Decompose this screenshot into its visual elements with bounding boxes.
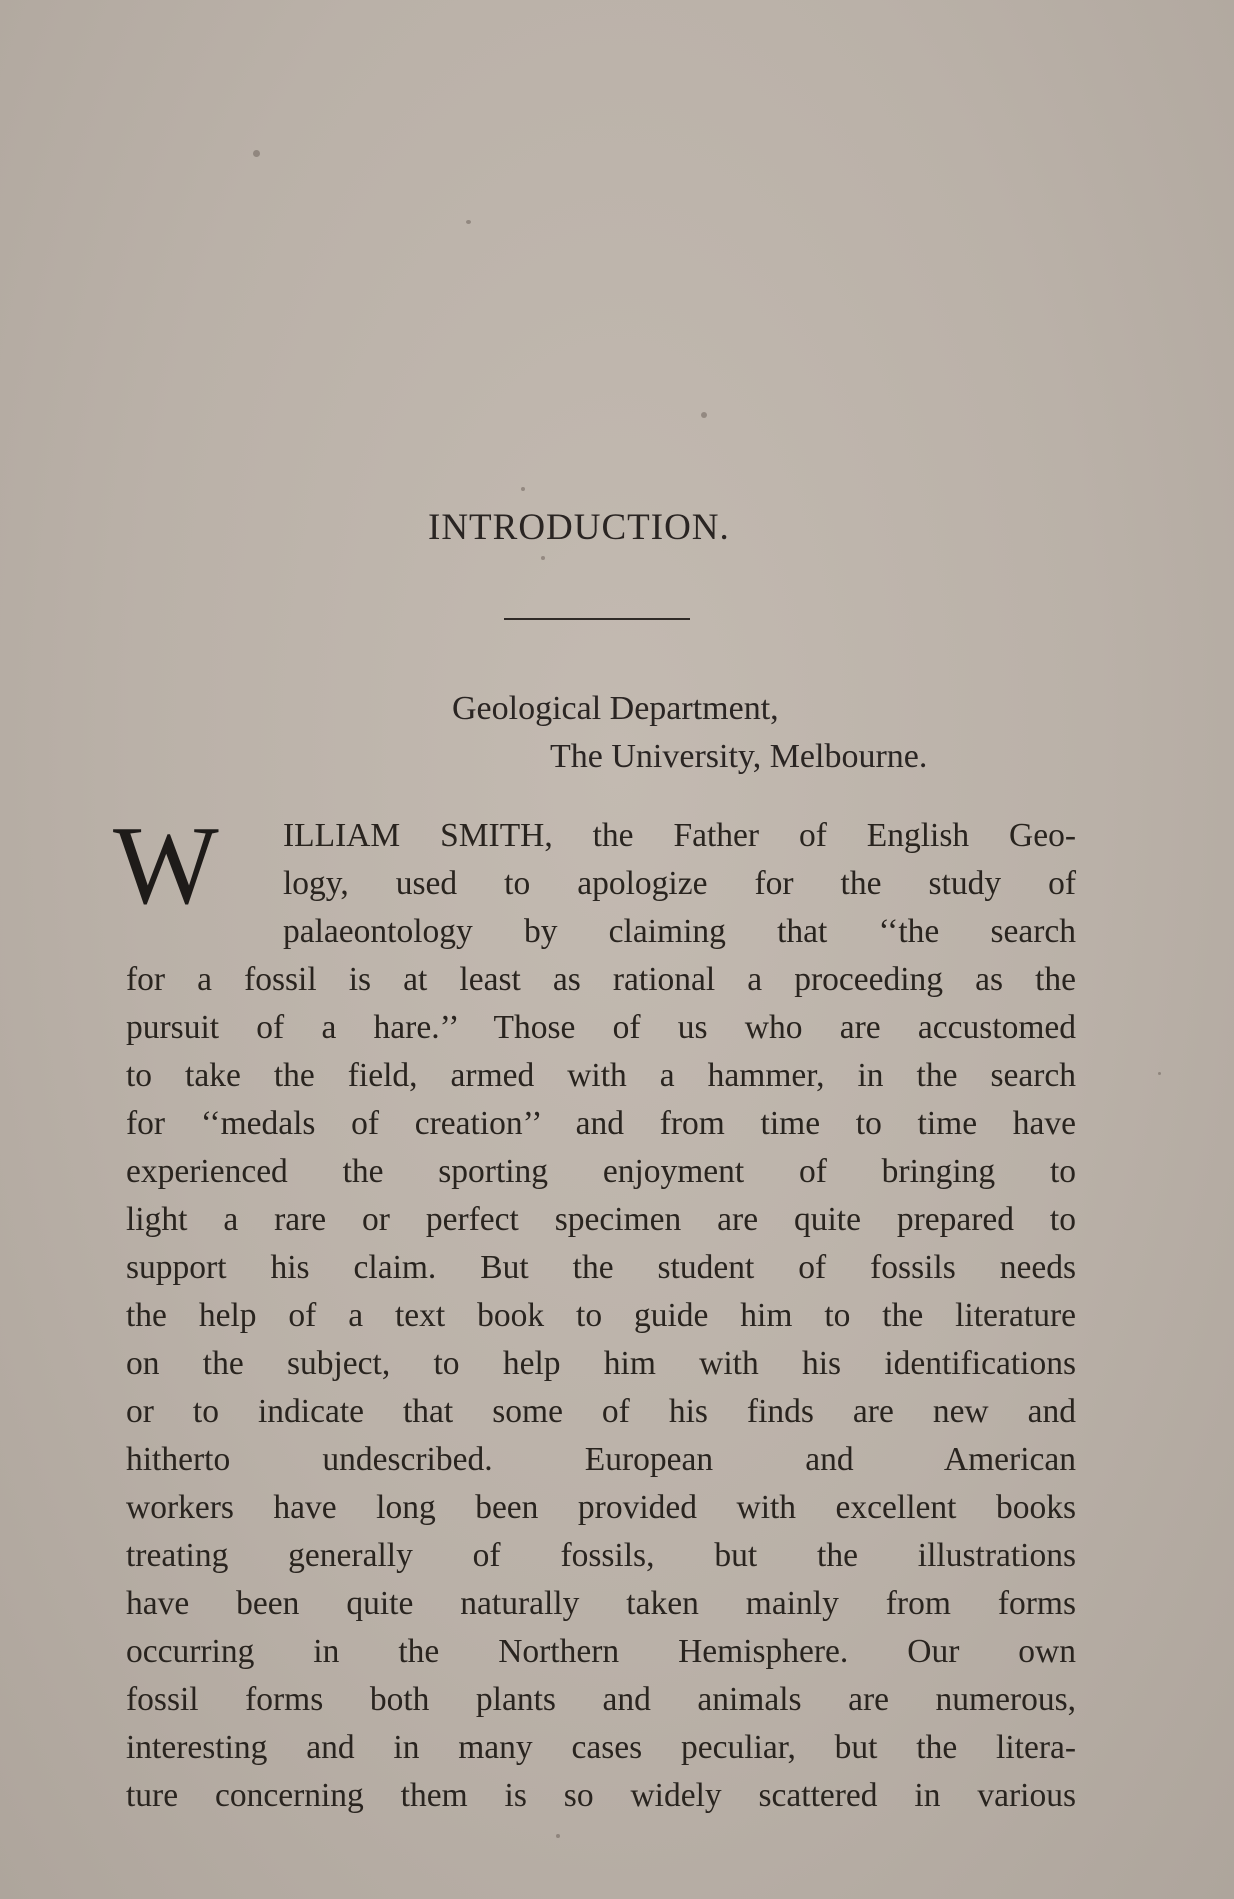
text-line: on the subject, to help him with his identifications bbox=[126, 1345, 1076, 1382]
drop-cap: W bbox=[113, 804, 219, 928]
text-line: logy, used to apologize for the study of bbox=[283, 865, 1076, 902]
text-line: occurring in the Northern Hemisphere. Our own bbox=[126, 1633, 1076, 1670]
text-line: or to indicate that some of his finds are new and bbox=[126, 1393, 1076, 1430]
text-line: treating generally of fossils, but the illustrations bbox=[126, 1537, 1076, 1574]
text-line: ILLIAM SMITH, the Father of English Geo- bbox=[283, 817, 1076, 854]
text-line: palaeontology by claiming that ‘‘the search bbox=[283, 913, 1076, 950]
text-line: the help of a text book to guide him to the literature bbox=[126, 1297, 1076, 1334]
address-line-1: Geological Department, bbox=[452, 690, 779, 727]
paper-speck bbox=[253, 150, 260, 157]
text-line: fossil forms both plants and animals are numerous, bbox=[126, 1681, 1076, 1718]
text-line: pursuit of a hare.’’ Those of us who are accustomed bbox=[126, 1009, 1076, 1046]
body-text bbox=[126, 812, 1076, 1820]
paper-speck bbox=[521, 487, 525, 491]
text-line: for ‘‘medals of creation’’ and from time to time have bbox=[126, 1105, 1076, 1142]
page-title: INTRODUCTION. bbox=[428, 507, 730, 548]
address-line-2: The University, Melbourne. bbox=[550, 738, 928, 775]
text-line: experienced the sporting enjoyment of bringing to bbox=[126, 1153, 1076, 1190]
title-rule bbox=[504, 618, 690, 620]
paper-speck bbox=[556, 1834, 560, 1838]
paper-speck bbox=[1158, 1072, 1161, 1075]
text-line: have been quite naturally taken mainly from forms bbox=[126, 1585, 1076, 1622]
text-line: interesting and in many cases peculiar, but the litera- bbox=[126, 1729, 1076, 1766]
text-line: support his claim. But the student of fossils needs bbox=[126, 1249, 1076, 1286]
paper-speck bbox=[701, 412, 707, 418]
text-line: ture concerning them is so widely scattered in various bbox=[126, 1777, 1076, 1814]
text-line: for a fossil is at least as rational a proceeding as the bbox=[126, 961, 1076, 998]
text-line: hitherto undescribed. European and American bbox=[126, 1441, 1076, 1478]
text-line: workers have long been provided with excellent books bbox=[126, 1489, 1076, 1526]
paper-speck bbox=[541, 556, 545, 560]
paper-speck bbox=[466, 220, 471, 224]
text-line: to take the field, armed with a hammer, in the search bbox=[126, 1057, 1076, 1094]
text-line: light a rare or perfect specimen are quite prepared to bbox=[126, 1201, 1076, 1238]
